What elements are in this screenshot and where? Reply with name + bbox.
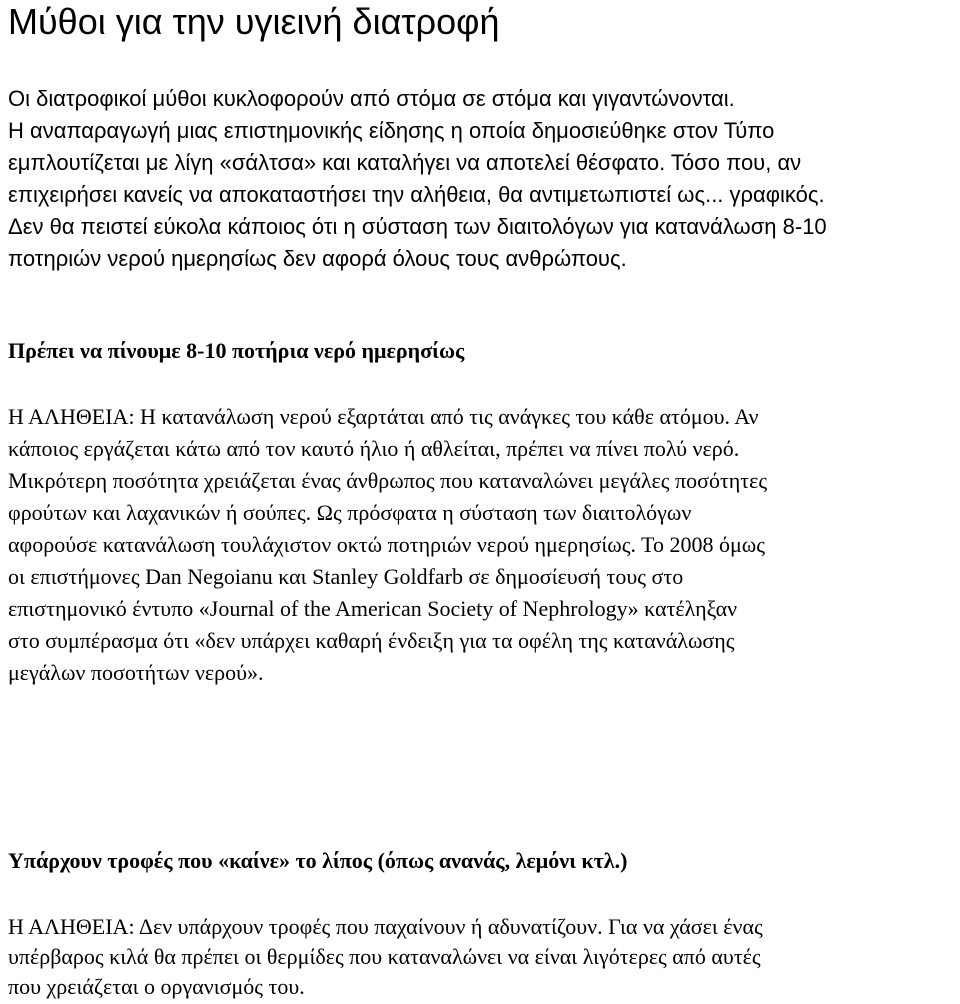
intro-line: Η αναπαραγωγή μιας επιστημονικής είδησης η οποία δημοσιεύθηκε στον Τύπο <box>8 118 775 143</box>
body-line: Η ΑΛΗΘΕΙΑ: Η κατανάλωση νερού εξαρτάται από τις ανάγκες του κάθε ατόμου. Αν <box>8 404 759 429</box>
body-line: οι επιστήμονες Dan Negoianu και Stanley Goldfarb σε δημοσίευσή τους στο <box>8 564 684 589</box>
page-title: Μύθοι για την υγιεινή διατροφή <box>8 1 500 42</box>
body-line: Μικρότερη ποσότητα χρειάζεται ένας άνθρωπος που καταναλώνει μεγάλες ποσότητες <box>8 468 768 493</box>
body-line: Η ΑΛΗΘΕΙΑ: Δεν υπάρχουν τροφές που παχαίνουν ή αδυνατίζουν. Για να χάσει ένας <box>8 914 763 939</box>
body-line: αφορούσε κατανάλωση τουλάχιστον οκτώ ποτηριών νερού ημερησίως. Το 2008 όμως <box>8 532 765 557</box>
intro-line: Οι διατροφικοί μύθοι κυκλοφορούν από στόμα σε στόμα και γιγαντώνονται. <box>8 86 735 111</box>
intro-line: Δεν θα πειστεί εύκολα κάποιος ότι η σύσταση των διαιτολόγων για κατανάλωση 8-10 <box>8 214 827 239</box>
section-heading-water: Πρέπει να πίνουμε 8-10 ποτήρια νερό ημερησίως <box>8 338 465 363</box>
intro-line: επιχειρήσει κανείς να αποκαταστήσει την αλήθεια, θα αντιμετωπιστεί ως... γραφικός. <box>8 182 825 207</box>
body-line: που χρειάζεται ο οργανισμός του. <box>8 974 305 999</box>
body-line: κάποιος εργάζεται κάτω από τον καυτό ήλιο ή αθλείται, πρέπει να πίνει πολύ νερό. <box>8 436 740 461</box>
body-line: μεγάλων ποσοτήτων νερού». <box>8 660 264 685</box>
body-line: στο συμπέρασμα ότι «δεν υπάρχει καθαρή ένδειξη για τα οφέλη της κατανάλωσης <box>8 628 735 653</box>
intro-line: ποτηριών νερού ημερησίως δεν αφορά όλους τους ανθρώπους. <box>8 246 627 271</box>
body-line: φρούτων και λαχανικών ή σούπες. Ως πρόσφατα η σύσταση των διαιτολόγων <box>8 500 692 525</box>
intro-line: εμπλουτίζεται με λίγη «σάλτσα» και καταλήγει να αποτελεί θέσφατο. Τόσο που, αν <box>8 150 802 175</box>
body-line: επιστημονικό έντυπο «Journal of the American Society of Nephrology» κατέληξαν <box>8 596 738 621</box>
section-heading-fat-burning: Υπάρχουν τροφές που «καίνε» το λίπος (όπως ανανάς, λεμόνι κτλ.) <box>8 848 628 873</box>
body-line: υπέρβαρος κιλά θα πρέπει οι θερμίδες που καταναλώνει να είναι λιγότερες από αυτές <box>8 944 761 969</box>
